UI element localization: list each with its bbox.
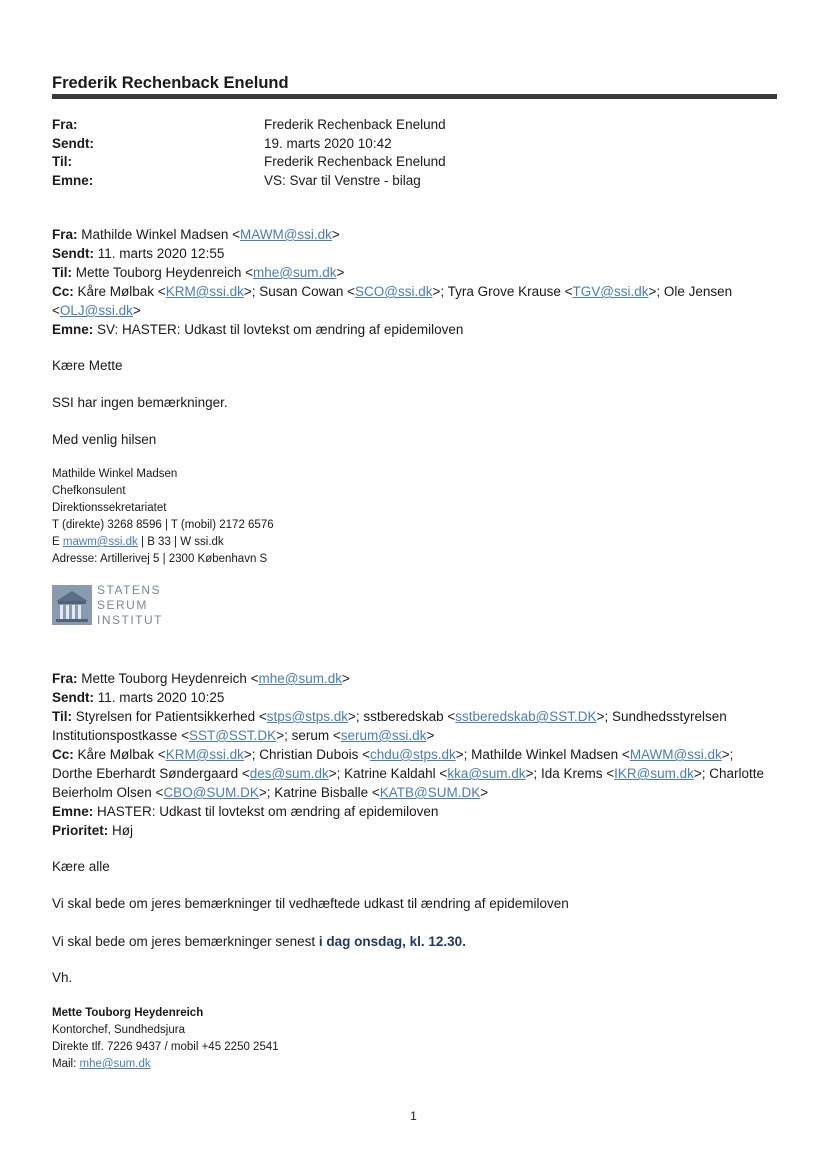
email-link[interactable]: stps@stps.dk [266, 709, 348, 724]
msg1-closing: Med venlig hilsen [52, 432, 157, 447]
email-link[interactable]: chdu@stps.dk [369, 747, 456, 762]
msg1-body: SSI har ingen bemærkninger. [52, 395, 228, 410]
email-link[interactable]: sstberedskab@SST.DK [455, 709, 597, 724]
msg1-cc-line-2: <OLJ@ssi.dk> [52, 303, 141, 318]
email-link[interactable]: SST@SST.DK [188, 728, 277, 743]
sig-phone: Direkte tlf. 7226 9437 / mobil +45 2250 2541 [52, 1041, 279, 1053]
sig-dept: Direktionssekretariatet [52, 502, 167, 514]
title-rule [52, 94, 777, 99]
sig-mail-line: Mail: mhe@sum.dk [52, 1058, 151, 1070]
header-label-sendt: Sendt: [52, 135, 94, 151]
sig-title: Kontorchef, Sundhedsjura [52, 1024, 185, 1036]
msg2-body-2: Vi skal bede om jeres bemærkninger senest i dag onsdag, kl. 12.30. [52, 934, 466, 949]
email-link[interactable]: KATB@SUM.DK [379, 785, 481, 800]
msg1-signature [52, 466, 274, 568]
email-link[interactable]: mhe@sum.dk [252, 265, 337, 280]
msg1-til-line: Til: Mette Touborg Heydenreich <mhe@sum.dk> [52, 265, 345, 280]
msg2-cc-line: Cc: Kåre Mølbak <KRM@ssi.dk>; Christian Dubois <chdu@stps.dk>; Mathilde Winkel Madsen <MAWM@ssi.dk>; [52, 747, 734, 762]
msg2-prio-line: Prioritet: Høj [52, 823, 134, 838]
msg2-til-line: Til: Styrelsen for Patientsikkerhed <stps@stps.dk>; sstberedskab <sstberedskab@SST.DK>; Sundhedsstyrelsen [52, 709, 727, 724]
msg1-fra-line: Fra: Mathilde Winkel Madsen <MAWM@ssi.dk> [52, 227, 340, 242]
email-link[interactable]: KRM@ssi.dk [165, 284, 244, 299]
email-link[interactable]: MAWM@ssi.dk [239, 227, 332, 242]
msg2-sendt-line: Sendt: 11. marts 2020 10:25 [52, 690, 225, 705]
msg2-fra-line: Fra: Mette Touborg Heydenreich <mhe@sum.dk> [52, 671, 350, 686]
header-labels [52, 116, 94, 190]
msg1-sendt-line: Sendt: 11. marts 2020 12:55 [52, 246, 225, 261]
header-value-til: Frederik Rechenback Enelund [264, 154, 446, 169]
msg2-til-line-2: Institutionspostkasse <SST@SST.DK>; serum <serum@ssi.dk> [52, 728, 435, 743]
email-link[interactable]: KRM@ssi.dk [165, 747, 244, 762]
sig-title: Chefkonsulent [52, 485, 126, 497]
page-number: 1 [410, 1109, 417, 1123]
email-link[interactable]: kka@sum.dk [447, 766, 526, 781]
header-value-sendt: 19. marts 2020 10:42 [264, 135, 392, 151]
msg2-emne-line: Emne: HASTER: Udkast til lovtekst om ændring af epidemiloven [52, 804, 439, 819]
header-values [264, 116, 446, 190]
email-link[interactable]: serum@ssi.dk [340, 728, 427, 743]
email-link[interactable]: MAWM@ssi.dk [629, 747, 722, 762]
sig-phone: T (direkte) 3268 8596 | T (mobil) 2172 6576 [52, 519, 274, 531]
email-link[interactable]: mawm@ssi.dk [62, 536, 138, 548]
msg2-closing: Vh. [52, 970, 73, 985]
header-value-fra: Frederik Rechenback Enelund [264, 117, 446, 132]
email-link[interactable]: OLJ@ssi.dk [59, 303, 133, 318]
header-label-til: Til: [52, 154, 72, 169]
msg2-cc-line-3: Beierholm Olsen <CBO@SUM.DK>; Katrine Bisballe <KATB@SUM.DK> [52, 785, 489, 800]
email-link[interactable]: SCO@ssi.dk [354, 284, 433, 299]
header-label-emne: Emne: [52, 172, 94, 188]
email-link[interactable]: CBO@SUM.DK [163, 785, 259, 800]
message2-header [52, 669, 777, 840]
message1-header [52, 225, 777, 339]
email-link[interactable]: mhe@sum.dk [79, 1058, 151, 1070]
header-label-fra: Fra: [52, 117, 78, 132]
sig-email-line: E mawm@ssi.dk | B 33 | W ssi.dk [52, 536, 224, 548]
msg2-body-1: Vi skal bede om jeres bemærkninger til vedhæftede udkast til ændring af epidemiloven [52, 896, 569, 911]
email-link[interactable]: IKR@sum.dk [614, 766, 694, 781]
ssi-logo [52, 585, 172, 629]
msg2-greeting: Kære alle [52, 859, 110, 874]
sig-name: Mathilde Winkel Madsen [52, 468, 178, 480]
document-title: Frederik Rechenback Enelund [52, 74, 289, 92]
msg1-cc-line: Cc: Kåre Mølbak <KRM@ssi.dk>; Susan Cowan <SCO@ssi.dk>; Tyra Grove Krause <TGV@ssi.dk>; Ole Jensen [52, 284, 733, 299]
email-link[interactable]: TGV@ssi.dk [572, 284, 649, 299]
msg2-signature [52, 1005, 279, 1073]
building-icon [52, 585, 92, 625]
email-link[interactable]: mhe@sum.dk [258, 671, 342, 686]
logo-text: STATENS SERUM INSTITUT [97, 583, 163, 627]
msg2-cc-line-2: Dorthe Eberhardt Søndergaard <des@sum.dk>; Katrine Kaldahl <kka@sum.dk>; Ida Krems <IKR@sum.dk>; Charlotte [52, 766, 765, 781]
header-value-emne: VS: Svar til Venstre - bilag [264, 172, 421, 188]
email-link[interactable]: des@sum.dk [249, 766, 329, 781]
sig-name: Mette Touborg Heydenreich [52, 1007, 204, 1019]
msg1-greeting: Kære Mette [52, 358, 123, 373]
msg1-emne-line: Emne: SV: HASTER: Udkast til lovtekst om ændring af epidemiloven [52, 322, 464, 337]
sig-address: Adresse: Artillerivej 5 | 2300 København S [52, 553, 268, 565]
